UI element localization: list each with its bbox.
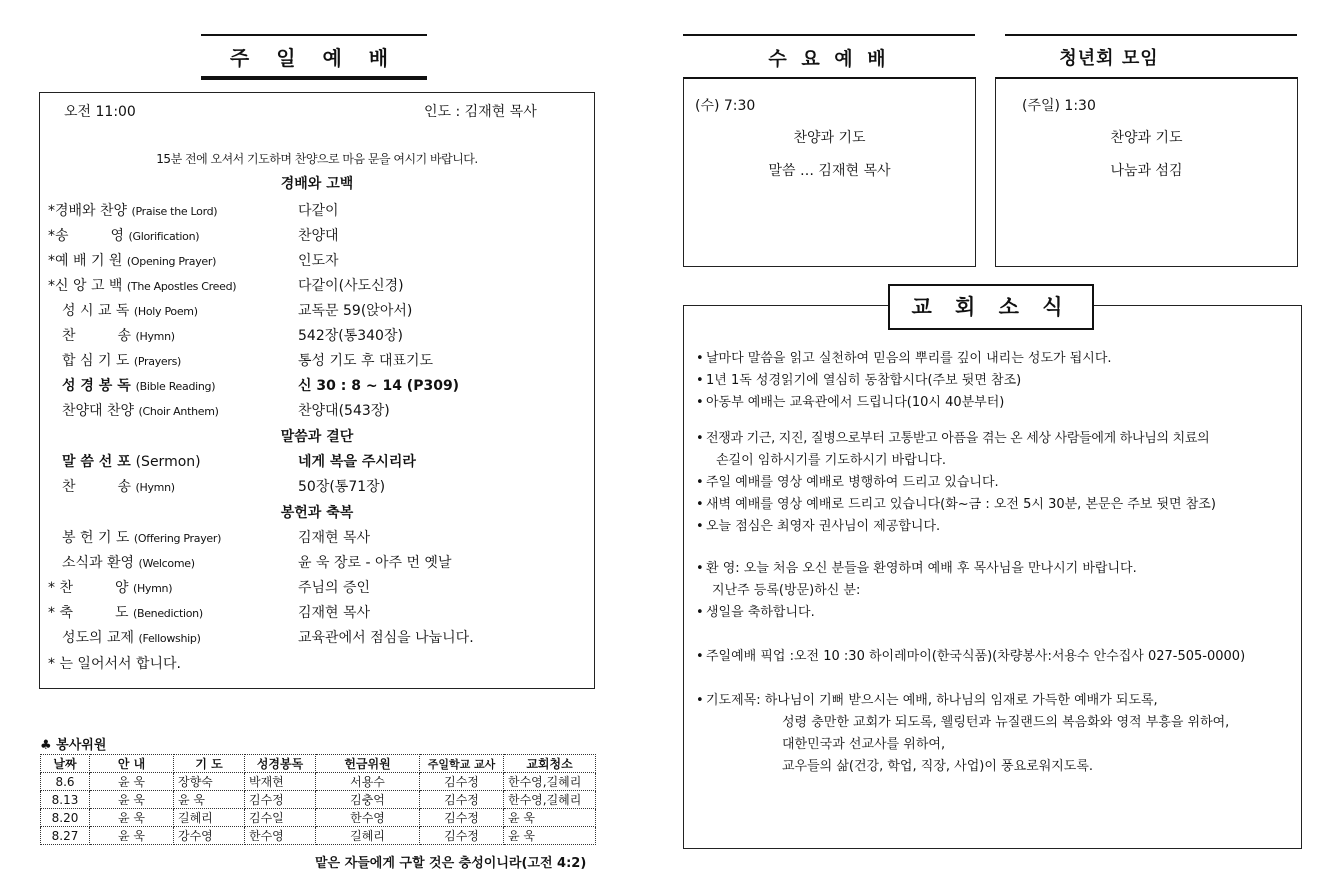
news-item: • 생일을 축하합니다. [696, 602, 1296, 624]
table-row: 8.13 윤 욱 윤 욱 김수정 김충억 김수정 한수영,길혜리 [41, 791, 596, 809]
table-row: 8.27 윤 욱 강수영 한수영 길혜리 김수정 윤 욱 [41, 827, 596, 845]
order-item: 합 심 기 도 (Prayers) 통성 기도 후 대표기도 [62, 353, 434, 369]
news-item: • 전쟁과 기근, 지진, 질병으로부터 고통받고 아픔을 겪는 온 세상 사람들에게 하나님의 치료의 [696, 428, 1296, 450]
order-item: 찬 송 (Hymn) 50장(통71장) [62, 479, 386, 495]
news-item: • 주일예배 픽업 :오전 10 :30 하이레마이(한국식품)(차량봉사:서용수 안수집사 027-505-0000) [696, 646, 1296, 668]
wednesday-title: 수 요 예 배 [768, 48, 890, 70]
order-item-bible-reading: 성 경 봉 독 (Bible Reading) 신 30 : 8 ~ 14 (P309) [62, 378, 460, 394]
news-item: • 1년 1독 성경읽기에 열심히 동참합시다(주보 뒷면 참조) [696, 370, 1296, 392]
news-item: • 날마다 말씀을 읽고 실천하여 믿음의 뿌리를 깊이 내리는 성도가 됩시다. [696, 348, 1296, 370]
news-item-continuation: 성령 충만한 교회가 되도록, 웰링턴과 뉴질랜드의 복음화와 영적 부흥을 위하여, [782, 715, 1230, 730]
youth-title-rule-top [1005, 34, 1297, 36]
order-item: * 찬 양 (Hymn) 주님의 증인 [48, 580, 371, 596]
section-heading-worship: 경배와 고백 [280, 176, 354, 192]
order-item: 성도의 교제 (Fellowship) 교육관에서 점심을 나눕니다. [62, 630, 474, 646]
news-item: • 새벽 예배를 영상 예배로 드리고 있습니다(화~금 : 오전 5시 30분, 본문은 주보 뒷면 참조) [696, 494, 1296, 516]
wednesday-line2: 말씀 … 김재현 목사 [768, 163, 891, 179]
stand-footnote: * 는 일어서서 합니다. [48, 656, 181, 672]
order-item: * 축 도 (Benediction) 김재현 목사 [48, 605, 371, 621]
youth-box [995, 77, 1298, 267]
news-item: • 환 영: 오늘 처음 오신 분들을 환영하며 예배 후 목사님을 만나시기 바랍니다. [696, 558, 1296, 580]
youth-line1: 찬양과 기도 [1110, 130, 1183, 146]
order-item: 성 시 교 독 (Holy Poem) 교독문 59(앉아서) [62, 303, 413, 319]
news-title-box [888, 284, 1094, 330]
news-list [696, 348, 1296, 778]
sunday-leader: 인도 : 김재현 목사 [424, 104, 537, 120]
order-item: 봉 헌 기 도 (Offering Prayer) 김재현 목사 [62, 530, 371, 546]
col-reading: 성경봉독 [245, 755, 316, 773]
news-item-continuation: 대한민국과 선교사를 위하여, [782, 737, 946, 752]
youth-time: (주일) 1:30 [1022, 98, 1096, 114]
order-item: *예 배 기 원 (Opening Prayer) 인도자 [48, 253, 339, 269]
sunday-title-rule-top [201, 34, 427, 36]
col-offering: 헌금위원 [316, 755, 420, 773]
wednesday-time: (수) 7:30 [695, 98, 756, 114]
order-item: *경배와 찬양 (Praise the Lord) 다같이 [48, 203, 339, 219]
col-teacher: 주일학교 교사 [420, 755, 504, 773]
order-item: 찬양대 찬양 (Choir Anthem) 찬양대(543장) [62, 403, 390, 419]
section-heading-offering: 봉헌과 축복 [280, 505, 354, 521]
youth-title: 청년회 모임 [1059, 48, 1159, 69]
order-item: *신 앙 고 백 (The Apostles Creed) 다같이(사도신경) [48, 278, 404, 294]
sunday-order-box [39, 92, 595, 689]
wednesday-box [683, 77, 976, 267]
table-row: 8.20 윤 욱 길혜리 김수일 한수영 김수정 윤 욱 [41, 809, 596, 827]
sunday-time: 오전 11:00 [64, 104, 136, 120]
col-usher: 안 내 [90, 755, 174, 773]
order-item: 소식과 환영 (Welcome) 윤 욱 장로 - 아주 먼 옛날 [62, 555, 452, 571]
wednesday-line1: 찬양과 기도 [793, 130, 866, 146]
news-title: 교 회 소 식 [911, 295, 1071, 319]
order-item: 찬 송 (Hymn) 542장(통340장) [62, 328, 403, 344]
order-item: *송 영 (Glorification) 찬양대 [48, 228, 339, 244]
sunday-title: 주 일 예 배 [229, 46, 399, 70]
news-item: • 오늘 점심은 최영자 권사님이 제공합니다. [696, 516, 1296, 538]
table-row: 8.6 윤 욱 장향숙 박재현 서용수 김수정 한수영,길혜리 [41, 773, 596, 791]
volunteers-title: ♣ 봉사위원 [40, 738, 107, 753]
col-date: 날짜 [41, 755, 90, 773]
news-item-continuation: 손길이 임하시기를 기도하시기 바랍니다. [716, 453, 947, 468]
order-item-sermon: 말 씀 선 포 (Sermon) 네게 복을 주시리라 [62, 454, 416, 470]
section-heading-word: 말씀과 결단 [280, 429, 354, 445]
col-prayer: 기 도 [174, 755, 245, 773]
table-header-row [41, 755, 596, 773]
youth-line2: 나눔과 섬김 [1110, 163, 1183, 179]
volunteers-table [40, 754, 596, 845]
sunday-title-rule-bottom [201, 76, 427, 80]
news-item-continuation: 교우들의 삶(건강, 학업, 직장, 사업)이 풍요로워지도록. [782, 759, 1094, 774]
bible-verse: 맡은 자들에게 구할 것은 충성이니라(고전 4:2) [315, 856, 587, 871]
news-item-continuation: 지난주 등록(방문)하신 분: [712, 583, 861, 598]
sunday-notice: 15분 전에 오셔서 기도하며 찬양으로 마음 문을 여시기 바랍니다. [156, 152, 478, 166]
wednesday-title-rule-top [683, 34, 975, 36]
news-item: • 아동부 예배는 교육관에서 드립니다(10시 40분부터) [696, 392, 1296, 414]
col-cleaning: 교회청소 [504, 755, 596, 773]
news-item: • 기도제목: 하나님이 기뻐 받으시는 예배, 하나님의 임재로 가득한 예배가 되도록, [696, 690, 1296, 712]
news-item: • 주일 예배를 영상 예배로 병행하여 드리고 있습니다. [696, 472, 1296, 494]
